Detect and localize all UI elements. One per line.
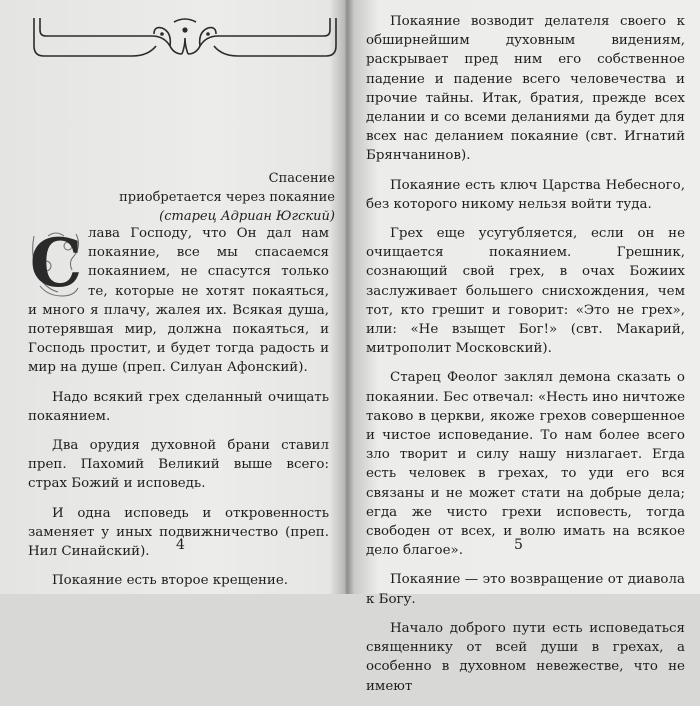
epigraph-source: (старец Адриан Югский)	[159, 209, 335, 224]
paragraph: Покаяние — это возвращение от диавола к Богу.	[366, 572, 685, 607]
epigraph	[35, 169, 335, 226]
dropcap: С	[29, 224, 83, 302]
paragraph: Старец Феолог заклял демона сказать о покаянии. Бес отвечал: «Несть ино ничтоже таково в церкви, якоже грехов совершенное и чистое исповедание. То нам более всего зло творит и силу нашу низлагает. Егда есть человек в грехах, то уди его вся связаны и не может стати на добрые дела; егда же чисто грехи исповесть, тогда свободен от всех, и волю имать на всякое дело благое».	[366, 370, 685, 559]
right-page-text	[366, 12, 685, 706]
paragraph: Покаяние возводит делателя своего к обширнейшим духовным видениям, раскрывает пред ним его собственное падение и падение всего человечества и прочие тайны. Итак, братия, прежде всех делании и со всеми деланиями да будет для всех нас деланием покаяние (свт. Игнатий Брянчанинов).	[366, 14, 685, 164]
page-number: 4	[176, 537, 185, 553]
paragraph: Два орудия духовной брани ставил преп. Пахомий Великий выше всего: страх Божий и исповедь.	[28, 438, 329, 492]
paragraph: Грех еще усугубляется, если он не очищается покаянием. Грешник, сознающий свой грех, в очах Божиих заслуживает большего снисхождения, чем тот, кто грешит и говорит: «Это не грех», или: «Не взыщет Бог!» (свт. Макарий, митрополит Московский).	[366, 226, 685, 357]
page-number: 5	[514, 537, 523, 553]
paragraph: Начало доброго пути есть исповедаться священнику от всей души в грехах, а особенно в духовном невежестве, что не имеют	[366, 620, 685, 694]
right-page	[352, 0, 700, 694]
paragraph: И одна исповедь и откровенность заменяет у иных подвижничество (преп. Нил Синайский).	[28, 505, 329, 560]
paragraph: Покаяние есть ключ Царства Небесного, без которого никому нельзя войти туда.	[366, 177, 685, 212]
paragraph: Покаяние есть второе крещение.	[52, 573, 289, 589]
epigraph-line: приобретается через покаяние	[119, 190, 335, 205]
paragraph: С лава Господу, что Он дал нам покаяние, все мы спасаемся покаянием, не спасутся только те, которые не хотят покаяться, и много я плачу, жалея их. Всякая душа, потерявшая мир, должна покаяться, и Господь простит, и будет тогда радость и мир на душе (преп. Силуан Афонский).	[28, 224, 329, 376]
paragraph: Надо всякий грех сделанный очищать покаянием.	[28, 389, 329, 424]
left-page	[0, 0, 345, 594]
ornament-header-icon	[32, 16, 338, 60]
epigraph-line: Спасение	[268, 171, 335, 186]
